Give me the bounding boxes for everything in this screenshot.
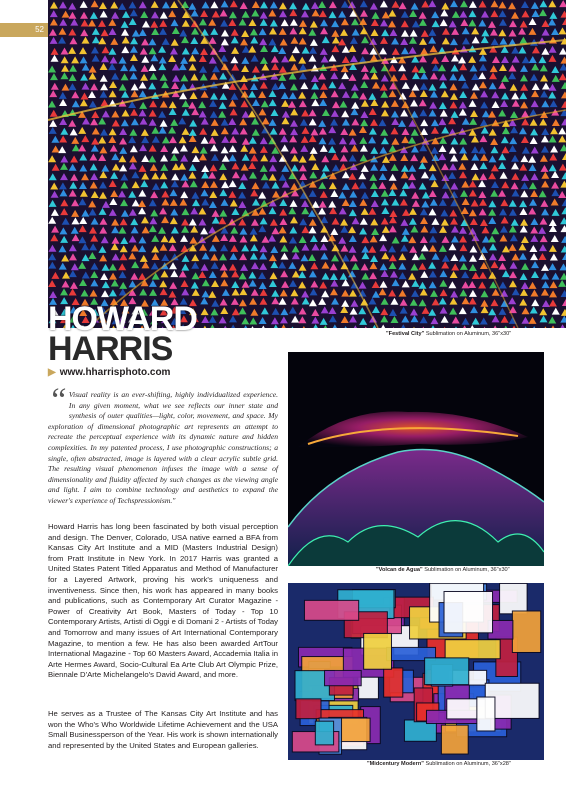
caption-title: "Festival City" (386, 331, 425, 337)
biography-paragraph-1: Howard Harris has long been fascinated by both visual perception and design. The Denver, Colorado, USA native earned a BFA from Kansas City Art Institute and a MID (Masters Industrial Design) from Pratt Institute in New York. In 2017 Harris was granted a United States Patent Titled Apparatus and Method of Manufacturer for a Layered Artwork, proving his work's uniqueness and inventiveness. Since then, his work has appeared in many books and publications, such as Contemporary Art Curator Magazine - Power of Creativity Art Book, Masters of Today - Top 10 Contemporary Artists, Artisti di Oggi e di Domani 2 - Artists of Today and Tomorrow and many issues of Art International Contemporary Magazine, to mention a few. He has also been awarded ArtTour International Magazine - Top 60 Masters Award, Accademia Italia in Arte Hermes Award, Socio-Cultural Ea Arte Club Art Olympic Prize, Biennale D'Arte Michelangelo's David Award, and more. (48, 522, 278, 680)
caption-volcan-de-agua (376, 567, 510, 573)
artist-statement-quote (48, 382, 278, 507)
page-number: 52 (0, 23, 48, 37)
caption-detail: Sublimation on Aluminum, 36"x30" (424, 567, 510, 573)
artist-last-name: HARRIS (48, 330, 173, 368)
caption-detail: Sublimation on Aluminum, 36"x30" (425, 331, 512, 337)
biography-paragraph-2: He serves as a Trustee of The Kansas City Art Institute and has won the Who's Who Worldwide Lifetime Achievement and the USA Small Businessperson of the Year. His work is shown internationally and represented by the United States and European galleries. (48, 709, 278, 750)
quote-text: Visual reality is an ever-shifting, highly individualized experience. In any given moment, what we see reflects our inner state and synthesis of outer qualities—light, color, movement, and space. My exploration of dimensional photographic art represents an attempt to recreate the perceptual experience with its dynamic nature and hidden complexities. In my patented process, I use photographic constructions; a single, often abstracted, image is layered with a clear acrylic subtle grid. The resulting visual phenomenon infuses the image with a sense of dimensionality and fluidity affected by such changes as the viewing angle and light. I aim to combine technology and aesthetics to expand the viewer's experience of Techspressionism." (48, 390, 278, 505)
open-quote-icon: “ (48, 382, 67, 419)
caption-festival-city (386, 331, 511, 337)
midcentury-modern-photo (288, 583, 544, 760)
volcan-de-agua-photo (288, 352, 544, 566)
caption-detail: Sublimation on Aluminum, 36"x28" (425, 761, 511, 767)
caption-title: "Volcan de Agua" (376, 567, 423, 573)
triangle-right-icon: ▶ (48, 367, 56, 378)
caption-midcentury-modern (367, 761, 511, 767)
caption-title: "Midcentury Modern" (367, 761, 424, 767)
artist-first-name: HOWARD (48, 300, 197, 338)
website[interactable] (48, 367, 170, 378)
festival-city-photo (48, 0, 566, 328)
website-link[interactable]: www.hharrisphoto.com (59, 367, 171, 378)
